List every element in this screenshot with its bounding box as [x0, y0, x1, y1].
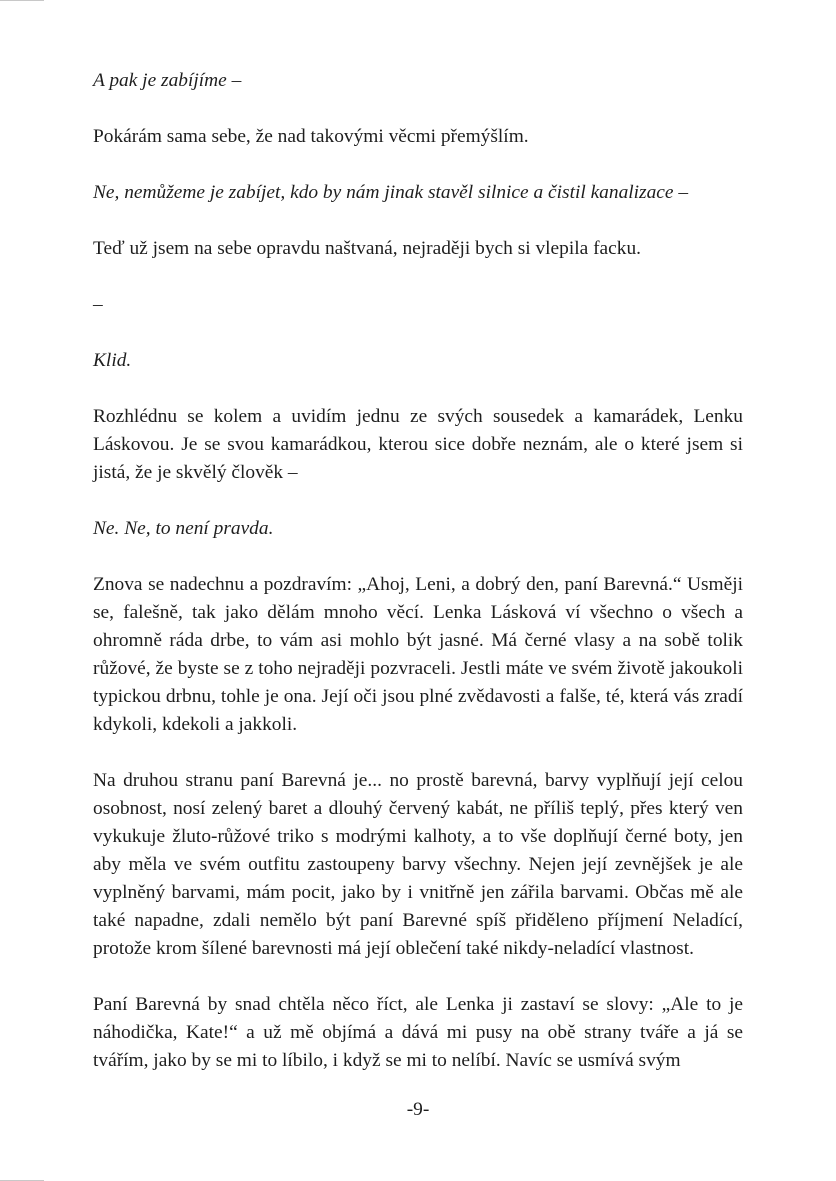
paragraph-9: Znova se nadechnu a pozdravím: „Ahoj, Leni, a dobrý den, paní Barevná.“ Usměji se, falešně, tak jako dělám mnoho věcí. Lenka Lásková ví všechno o všech a ohromně ráda drbe, to vám asi mohlo být jasné. Má černé vlasy a na sobě tolik růžové, že byste se z toho nejraději pozvraceli. Jestli máte ve svém životě jakoukoli typickou drbnu, tohle je ona. Její oči jsou plné zvědavosti a falše, té, která vás zradí kdykoli, kdekoli a jakkoli. [93, 574, 743, 735]
paragraph-10: Na druhou stranu paní Barevná je... no prostě barevná, barvy vyplňují její celou osobnost, nosí zelený baret a dlouhý červený kabát, ne příliš teplý, přes který ven vykukuje žluto-růžové triko s modrými kalhoty, a to vše doplňují černé boty, jen aby měla ve svém outfitu zastoupeny barvy všechny. Nejen její zevnějšek je ale vyplněný barvami, mám pocit, jako by i vnitřně jen zářila barvami. Občas mě ale také napadne, zdali nemělo být paní Barevné spíš přiděleno příjmení Neladící, protože krom šílené barevnosti má její oblečení také nikdy-neladící vlastnost. [93, 770, 743, 959]
paragraph-11: Paní Barevná by snad chtěla něco říct, ale Lenka ji zastaví se slovy: „Ale to je náhodička, Kate!“ a už mě objímá a dává mi pusy na obě strany tváře a já se tvářím, jako by se mi to líbilo, i když se mi to nelíbí. Navíc se usmívá svým [93, 994, 743, 1071]
scene-dash: – [93, 294, 103, 315]
paragraph-3: Ne, nemůžeme je zabíjet, kdo by nám jinak stavěl silnice a čistil kanalizace – [93, 182, 689, 203]
crop-mark-top [0, 0, 44, 1]
paragraph-8: Ne. Ne, to není pravda. [93, 518, 274, 539]
paragraph-7: Rozhlédnu se kolem a uvidím jednu ze svých sousedek a kamarádek, Lenku Láskovou. Je se svou kamarádkou, kterou sice dobře neznám, ale o které jsem si jistá, že je skvělý člověk – [93, 406, 743, 483]
paragraph-1: A pak je zabíjíme – [93, 70, 242, 91]
paragraph-2: Pokárám sama sebe, že nad takovými věcmi přemýšlím. [93, 126, 529, 147]
page-number: -9- [406, 1099, 430, 1120]
page-body [93, 67, 743, 1075]
paragraph-6: Klid. [93, 350, 132, 371]
paragraph-4: Teď už jsem na sebe opravdu naštvaná, nejraději bych si vlepila facku. [93, 238, 641, 259]
